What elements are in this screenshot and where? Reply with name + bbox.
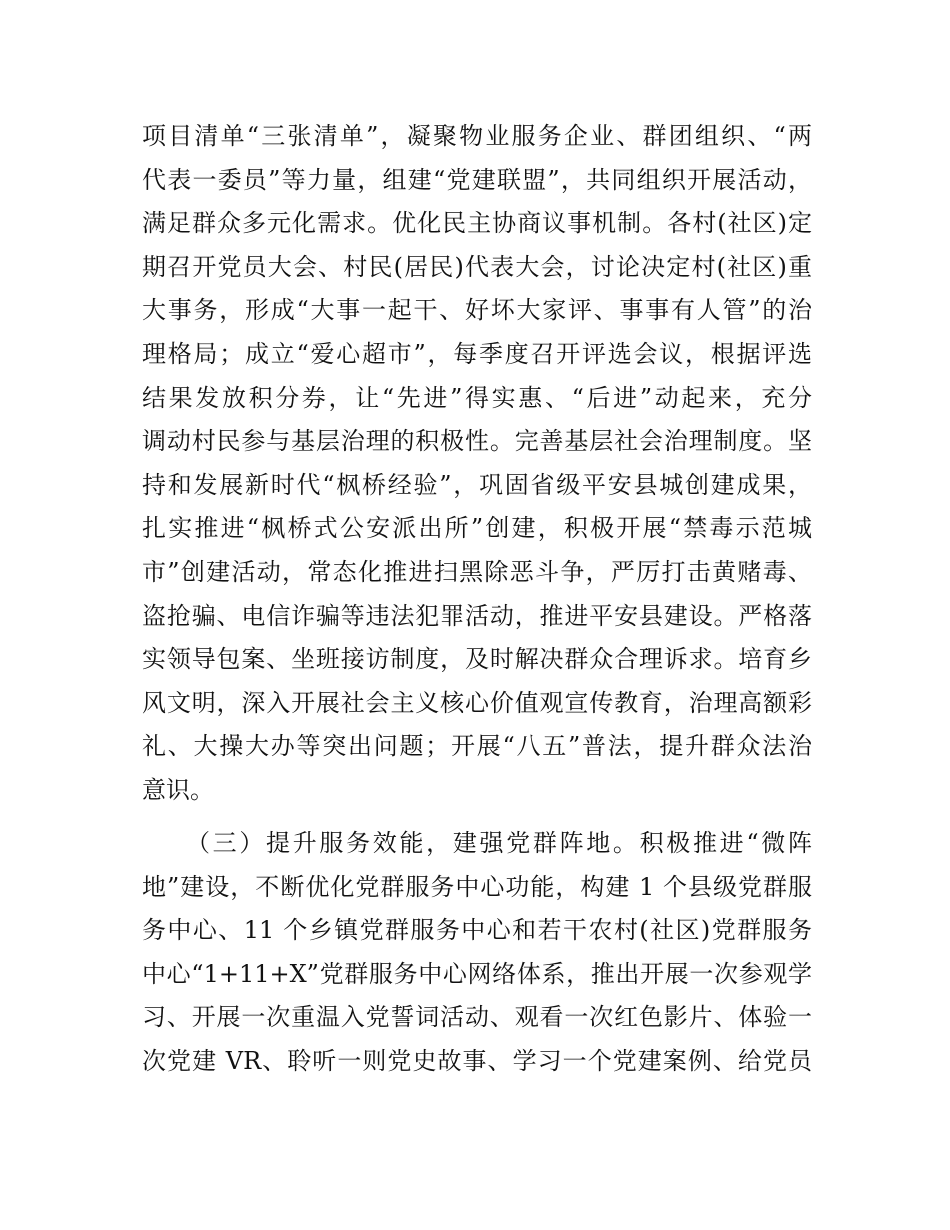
text-line: 满足群众多元化需求。优化民主协商议事机制。各村(社区)定 bbox=[142, 209, 812, 237]
text-line: 扎实推进“枫桥式公安派出所”创建，积极开展“禁毒示范城 bbox=[142, 514, 812, 542]
text-line: 理格局；成立“爱心超市”，每季度召开评选会议，根据评选 bbox=[142, 340, 812, 368]
text-line: 中心“1+11+X”党群服务中心网络体系，推出开展一次参观学 bbox=[142, 960, 812, 988]
text-line: 代表一委员”等力量，组建“党建联盟”，共同组织开展活动， bbox=[142, 166, 812, 194]
text-line: 地”建设，不断优化党群服务中心功能，构建 1 个县级党群服 bbox=[142, 873, 812, 901]
text-line: 期召开党员大会、村民(居民)代表大会，讨论决定村(社区)重 bbox=[142, 253, 812, 281]
text-line: 务中心、11 个乡镇党群服务中心和若干农村(社区)党群服务 bbox=[142, 916, 812, 944]
text-line: 习、开展一次重温入党誓词活动、观看一次红色影片、体验一 bbox=[142, 1003, 812, 1031]
text-line: 盗抢骗、电信诈骗等违法犯罪活动，推进平安县建设。严格落 bbox=[142, 602, 812, 630]
text-line: 意识。 bbox=[142, 776, 214, 804]
text-line: 实领导包案、坐班接访制度，及时解决群众合理诉求。培育乡 bbox=[142, 645, 812, 673]
text-line: 市”创建活动，常态化推进扫黑除恶斗争，严厉打击黄赌毒、 bbox=[142, 558, 812, 586]
text-line: 结果发放积分券，让“先进”得实惠、“后进”动起来，充分 bbox=[142, 384, 812, 412]
text-line: 大事务，形成“大事一起干、好坏大家评、事事有人管”的治 bbox=[142, 296, 812, 324]
text-line: 持和发展新时代“枫桥经验”，巩固省级平安县城创建成果， bbox=[142, 471, 812, 499]
text-line: 风文明，深入开展社会主义核心价值观宣传教育，治理高额彩 bbox=[142, 689, 812, 717]
text-line: 调动村民参与基层治理的积极性。完善基层社会治理制度。坚 bbox=[142, 427, 812, 455]
text-line: 次党建 VR、聆听一则党史故事、学习一个党建案例、给党员 bbox=[142, 1047, 812, 1075]
text-line: 项目清单“三张清单”，凝聚物业服务企业、群团组织、“两 bbox=[142, 122, 812, 150]
text-line: （三）提升服务效能，建强党群阵地。积极推进“微阵 bbox=[186, 829, 812, 857]
text-line: 礼、大操大办等突出问题；开展“八五”普法，提升群众法治 bbox=[142, 732, 812, 760]
